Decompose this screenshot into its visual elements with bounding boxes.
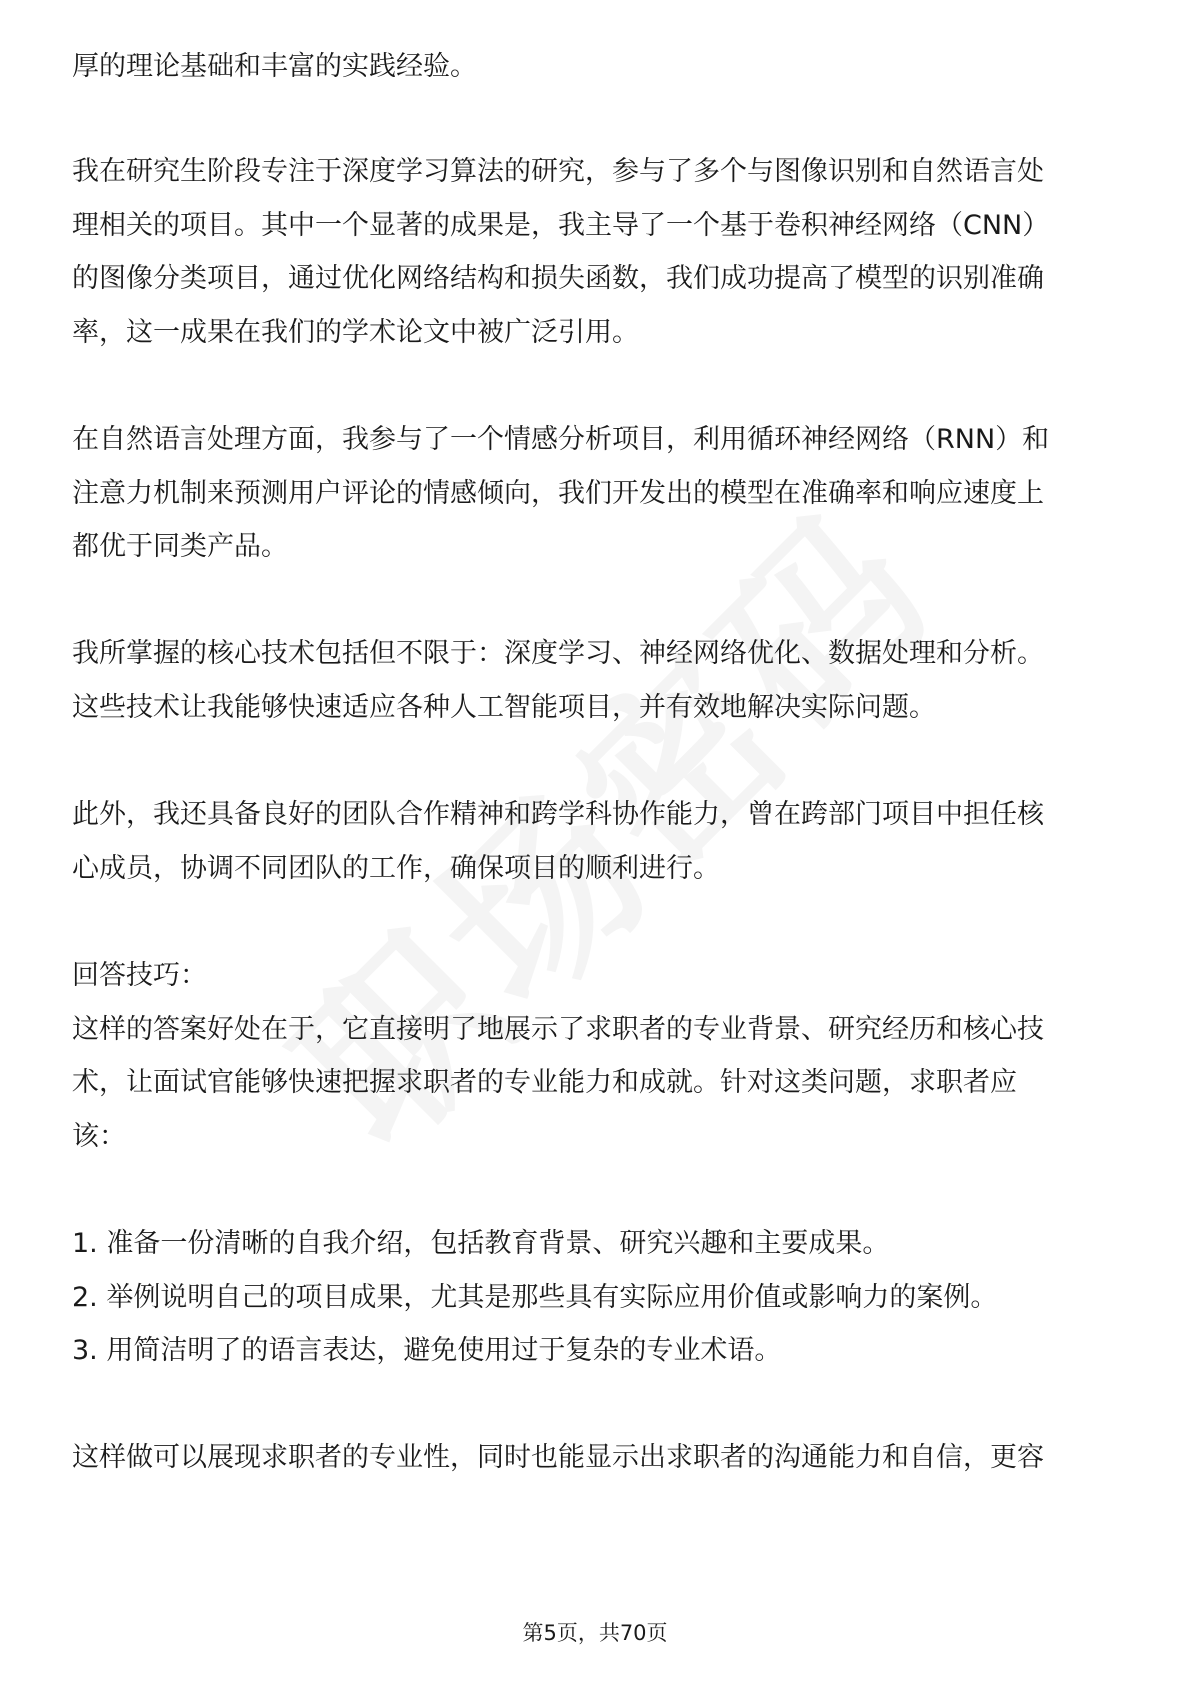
paragraph-line: 术，让面试官能够快速把握求职者的专业能力和成就。针对这类问题，求职者应 (72, 1067, 1017, 1098)
paragraph-line: 心成员，协调不同团队的工作，确保项目的顺利进行。 (72, 853, 720, 884)
list-item: 1. 准备一份清晰的自我介绍，包括教育背景、研究兴趣和主要成果。 (72, 1228, 890, 1259)
section-heading: 回答技巧： (72, 960, 207, 991)
paragraph-line: 该： (72, 1121, 126, 1152)
paragraph-line: 我所掌握的核心技术包括但不限于：深度学习、神经网络优化、数据处理和分析。 (72, 638, 1044, 669)
paragraph-line: 此外，我还具备良好的团队合作精神和跨学科协作能力，曾在跨部门项目中担任核 (72, 799, 1044, 830)
paragraph-line: 率，这一成果在我们的学术论文中被广泛引用。 (72, 317, 639, 348)
paragraph-line: 我在研究生阶段专注于深度学习算法的研究，参与了多个与图像识别和自然语言处 (72, 156, 1044, 187)
paragraph-line: 在自然语言处理方面，我参与了一个情感分析项目，利用循环神经网络（RNN）和 (72, 424, 1050, 455)
paragraph-line: 这样的答案好处在于，它直接明了地展示了求职者的专业背景、研究经历和核心技 (72, 1014, 1044, 1045)
list-item: 3. 用简洁明了的语言表达，避免使用过于复杂的专业术语。 (72, 1335, 782, 1366)
paragraph-line: 厚的理论基础和丰富的实践经验。 (72, 51, 477, 82)
paragraph-line: 这些技术让我能够快速适应各种人工智能项目，并有效地解决实际问题。 (72, 692, 936, 723)
paragraph-line: 都优于同类产品。 (72, 531, 288, 562)
page-number: 第5页，共70页 (522, 1621, 668, 1645)
paragraph-line: 的图像分类项目，通过优化网络结构和损失函数，我们成功提高了模型的识别准确 (72, 263, 1044, 294)
list-item: 2. 举例说明自己的项目成果，尤其是那些具有实际应用价值或影响力的案例。 (72, 1282, 998, 1313)
paragraph-line: 注意力机制来预测用户评论的情感倾向，我们开发出的模型在准确率和响应速度上 (72, 478, 1044, 509)
paragraph-line: 理相关的项目。其中一个显著的成果是，我主导了一个基于卷积神经网络（CNN） (72, 210, 1050, 241)
paragraph-line: 这样做可以展现求职者的专业性，同时也能显示出求职者的沟通能力和自信，更容 (72, 1442, 1044, 1473)
